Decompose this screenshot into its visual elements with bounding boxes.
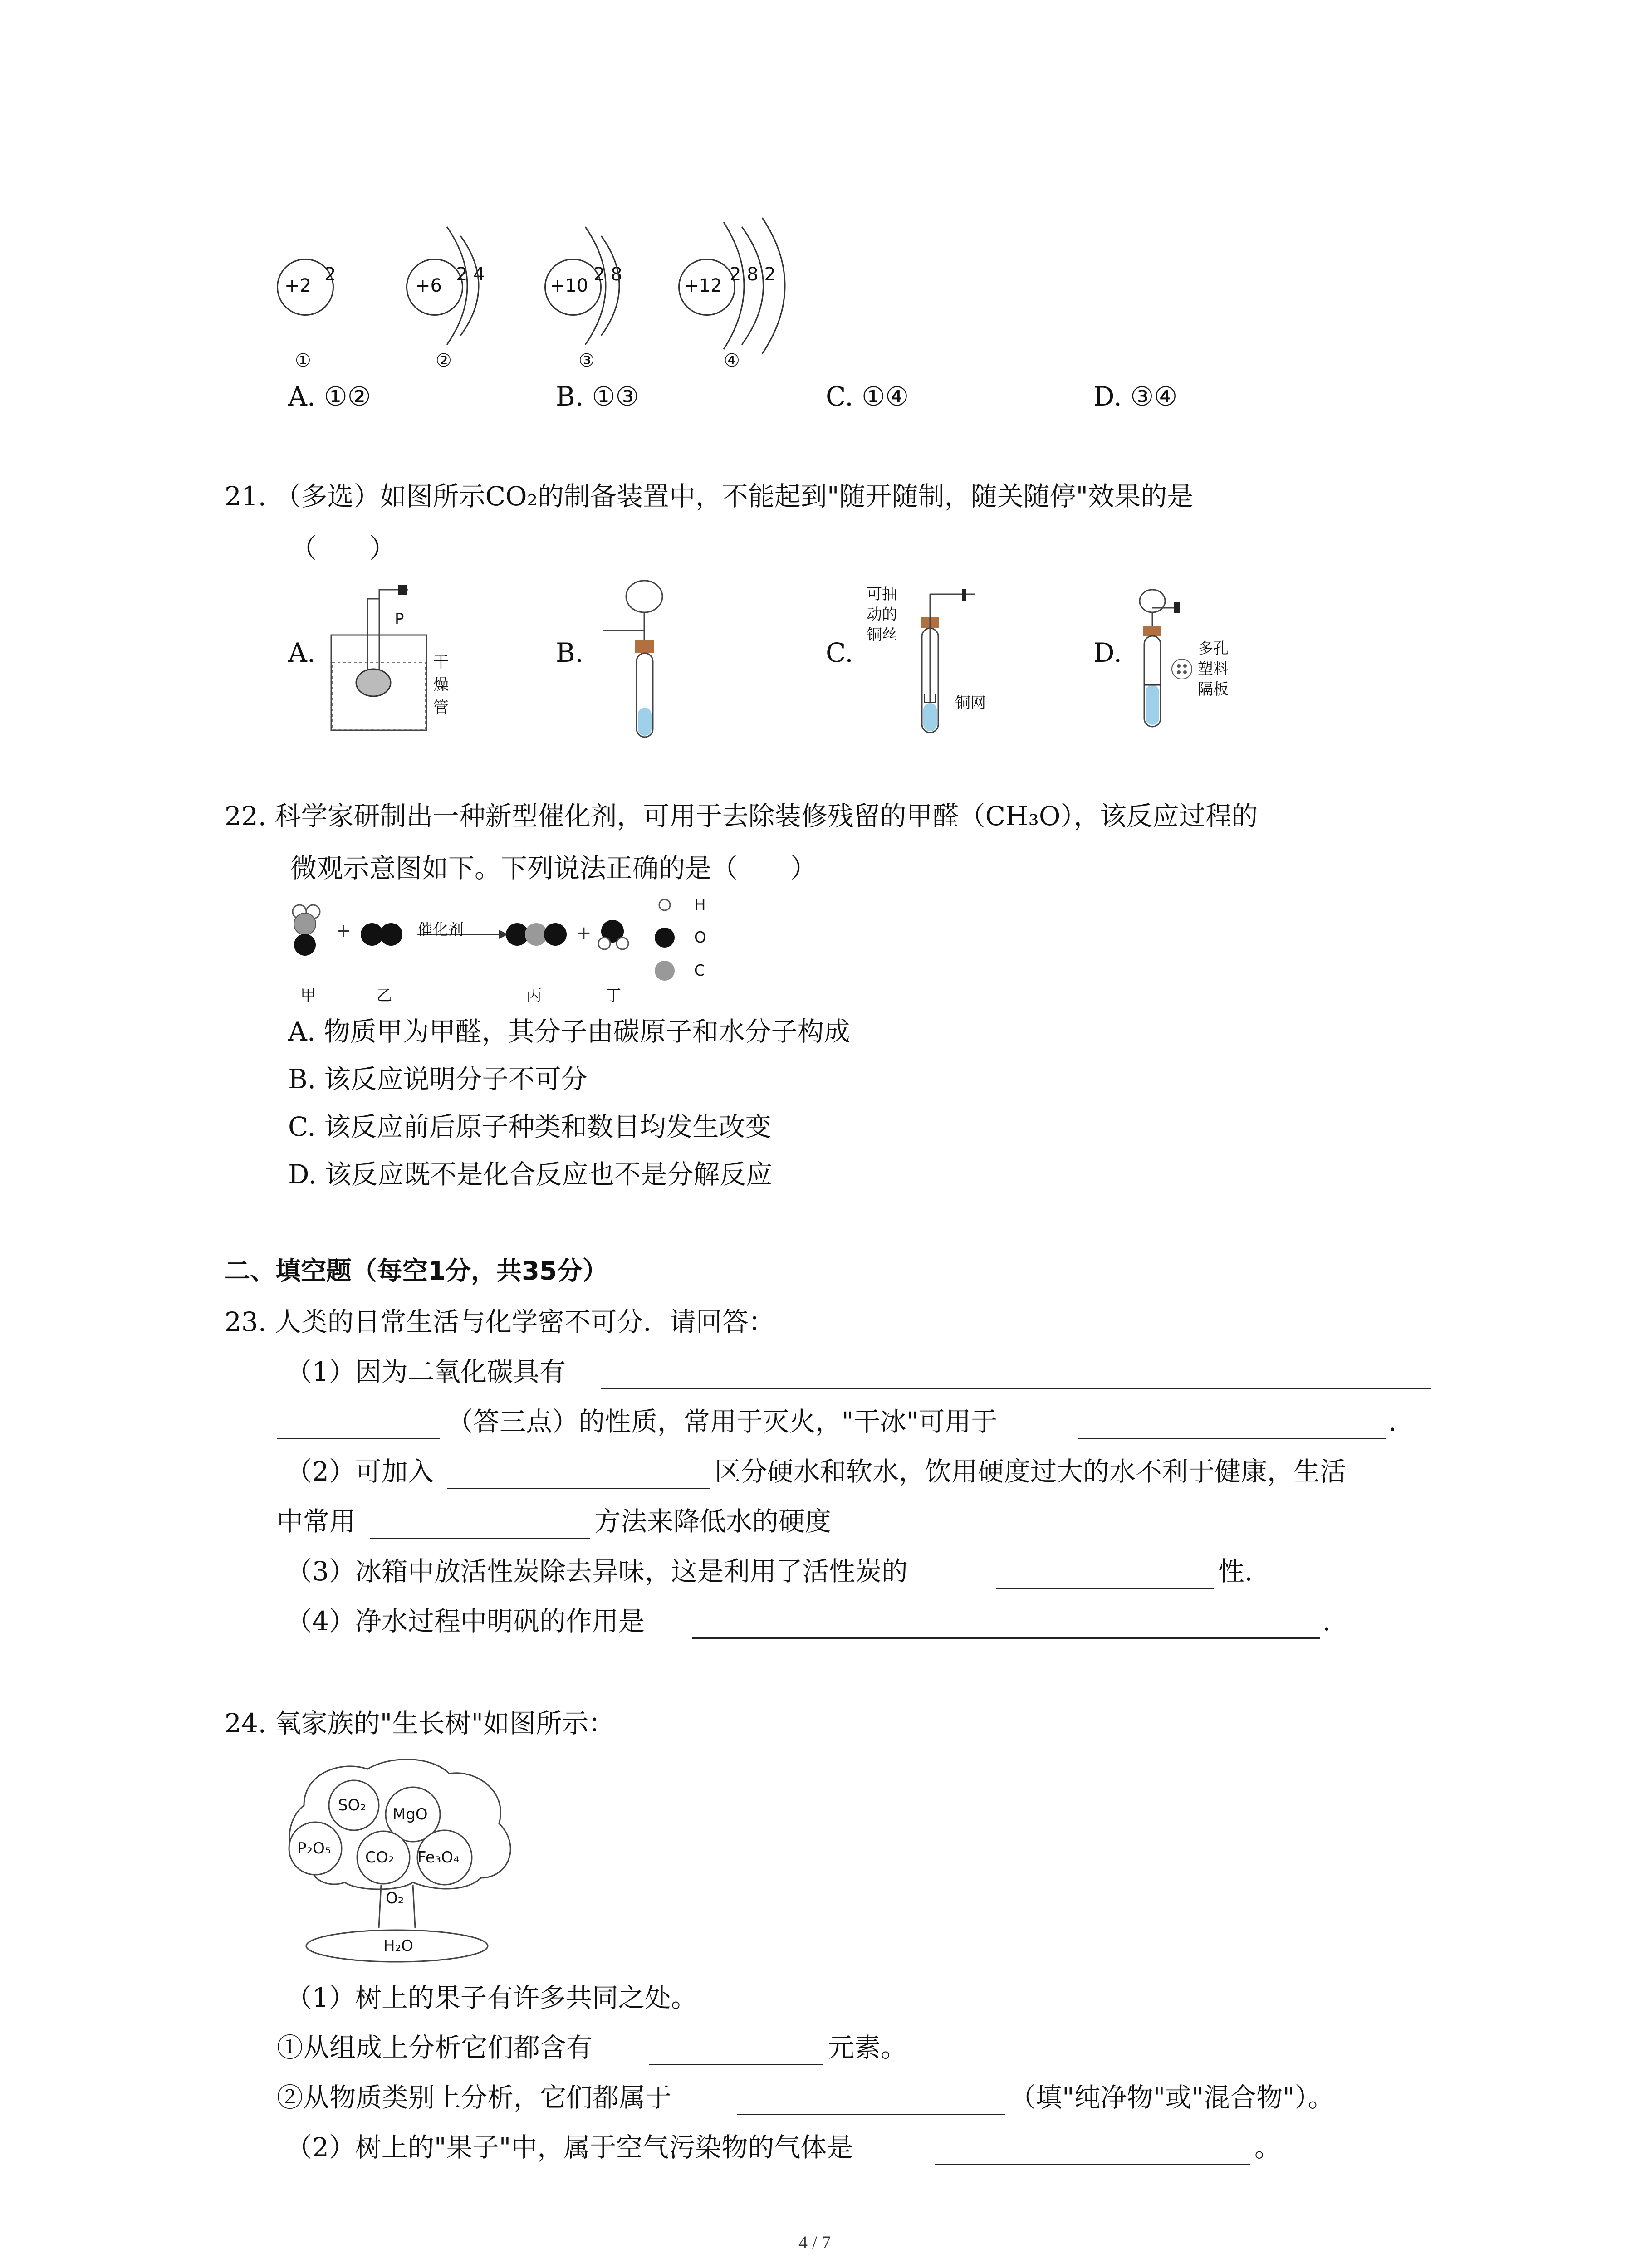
q20-option-d[interactable]: D. ③④ xyxy=(1093,381,1178,412)
fruit-co2: CO₂ xyxy=(365,1848,395,1867)
atom-2-number: ② xyxy=(436,350,452,371)
molecule-name-ding: 丁 xyxy=(606,987,621,1005)
atom-4-shells: 2 8 2 xyxy=(730,264,776,285)
fruit-fe3o4: Fe₃O₄ xyxy=(417,1848,460,1867)
q20-option-c[interactable]: C. ①④ xyxy=(826,381,909,412)
apparatus-c-mesh-label: 铜网 xyxy=(955,694,986,712)
q24-part2-text: （2）树上的"果子"中，属于空气污染物的气体是 xyxy=(286,2132,853,2163)
page-number: 4 / 7 xyxy=(798,2232,831,2253)
atom-4-number: ④ xyxy=(724,350,740,371)
apparatus-c-wire-label-1: 可抽 xyxy=(867,585,897,603)
atom-3-shells: 2 8 xyxy=(593,264,622,285)
legend-o: O xyxy=(694,929,706,947)
atom-3-number: ③ xyxy=(578,350,595,371)
apparatus-a-p-label: P xyxy=(395,610,404,628)
apparatus-c-wire-label-3: 铜丝 xyxy=(867,626,897,644)
atom-2-shells: 2 4 xyxy=(456,264,485,285)
q23-blank-2[interactable] xyxy=(1078,1438,1386,1439)
q20-option-b[interactable]: B. ①③ xyxy=(556,381,639,412)
q23-part1-period: . xyxy=(1388,1406,1397,1437)
q23-part2-text-cont: 区分硬水和软水，饮用硬度过大的水不利于健康，生活 xyxy=(715,1456,1347,1487)
apparatus-d-plate-label-1: 多孔 xyxy=(1198,640,1229,658)
legend-h: H xyxy=(694,896,706,914)
q24-part1-1-text: ①从组成上分析它们都含有 xyxy=(277,2032,593,2063)
q23-part3-text-cont: 性. xyxy=(1218,1556,1253,1587)
apparatus-c-test-tube-copper-mesh xyxy=(907,585,998,739)
q24-part1-1-text-cont: 元素。 xyxy=(828,2032,907,2063)
apparatus-a-tube-label-2: 燥 xyxy=(433,676,449,694)
atom-1-nucleus: +2 xyxy=(284,275,311,296)
q23-part1-text-cont: （答三点）的性质，常用于灭火，"干冰"可用于 xyxy=(447,1406,998,1437)
q24-part1: （1）树上的果子有许多共同之处。 xyxy=(286,1982,697,2013)
atom-1-shells: 2 xyxy=(324,264,336,285)
fruit-so2: SO₂ xyxy=(338,1796,366,1814)
q23-part4-period: . xyxy=(1323,1606,1331,1637)
q24-blank-1[interactable] xyxy=(649,2064,823,2065)
apparatus-a-beaker-drying-tube xyxy=(322,585,440,735)
q24-part2-text-end: 。 xyxy=(1254,2132,1281,2163)
q24-blank-2[interactable] xyxy=(737,2114,1005,2115)
trunk-o2: O₂ xyxy=(386,1889,404,1907)
q22-option-d[interactable]: D. 该反应既不是化合反应也不是分解反应 xyxy=(288,1159,773,1190)
apparatus-c-wire-label-2: 动的 xyxy=(867,606,897,624)
q24-part1-2-text-cont: （填"纯净物"或"混合物"）。 xyxy=(1009,2082,1334,2113)
apparatus-a-tube-label-3: 管 xyxy=(433,699,449,717)
q21-option-a-letter[interactable]: A. xyxy=(288,637,316,668)
atom-4-nucleus: +12 xyxy=(684,275,722,296)
q23-blank-4[interactable] xyxy=(370,1538,590,1539)
q21-option-c-letter[interactable]: C. xyxy=(826,637,853,668)
atom-1-number: ① xyxy=(295,350,311,371)
atom-3-nucleus: +10 xyxy=(550,275,588,296)
q24-blank-3[interactable] xyxy=(935,2164,1250,2165)
legend-c: C xyxy=(694,962,705,980)
q23-stem: 23. 人类的日常生活与化学密不可分．请回答： xyxy=(225,1306,775,1337)
q23-part3-text: （3）冰箱中放活性炭除去异味，这是利用了活性炭的 xyxy=(286,1556,908,1587)
q21-option-b-letter[interactable]: B. xyxy=(556,637,584,668)
apparatus-b-separatory-funnel xyxy=(594,572,694,744)
atom-2-nucleus: +6 xyxy=(415,275,442,296)
q20-option-a[interactable]: A. ①② xyxy=(288,381,371,412)
q21-answer-paren: （ ） xyxy=(290,533,396,564)
molecule-name-yi: 乙 xyxy=(377,987,392,1005)
electron-shell-arcs xyxy=(445,218,513,354)
svg-text:+: + xyxy=(336,920,351,941)
svg-text:+: + xyxy=(576,923,592,943)
q23-blank-1-cont[interactable] xyxy=(277,1438,440,1439)
q23-blank-6[interactable] xyxy=(692,1637,1320,1639)
q23-part2-line2-cont: 方法来降低水的硬度 xyxy=(594,1506,832,1537)
root-h2o: H₂O xyxy=(383,1937,413,1955)
catalyst-label: 催化剂 xyxy=(417,921,464,939)
q23-part4-text: （4）净水过程中明矾的作用是 xyxy=(286,1606,645,1637)
q21-stem: 21. （多选）如图所示CO₂的制备装置中，不能起到"随开随制，随关随停"效果的是 xyxy=(225,481,1194,512)
apparatus-d-plate-label-3: 隔板 xyxy=(1198,680,1229,699)
section-title: 二、填空题（每空1分，共35分） xyxy=(225,1256,608,1286)
fruit-p2o5: P₂O₅ xyxy=(297,1839,331,1857)
apparatus-a-tube-label-1: 干 xyxy=(433,653,449,671)
fruit-mgo: MgO xyxy=(392,1805,428,1823)
electron-shell-arcs xyxy=(721,213,821,358)
q23-part2-line2: 中常用 xyxy=(277,1506,356,1537)
q23-blank-3[interactable] xyxy=(447,1488,710,1489)
apparatus-d-plate-label-2: 塑料 xyxy=(1198,660,1229,678)
q21-option-d-letter[interactable]: D. xyxy=(1093,637,1122,668)
q22-option-c[interactable]: C. 该反应前后原子种类和数目均发生改变 xyxy=(288,1111,772,1142)
molecule-name-bing: 丙 xyxy=(526,987,542,1005)
molecule-name-jia: 甲 xyxy=(300,987,316,1005)
q24-stem: 24. 氧家族的"生长树"如图所示： xyxy=(225,1708,615,1739)
q23-part2-text: （2）可加入 xyxy=(286,1456,434,1487)
q22-option-a[interactable]: A. 物质甲为甲醛，其分子由碳原子和水分子构成 xyxy=(288,1016,850,1047)
q22-stem: 22. 科学家研制出一种新型催化剂，可用于去除装修残留的甲醛（CH₃O），该反应过程的 xyxy=(225,801,1258,831)
q23-blank-1[interactable] xyxy=(601,1388,1431,1389)
q24-part1-2-text: ②从物质类别上分析，它们都属于 xyxy=(277,2082,672,2113)
electron-shell-arcs xyxy=(583,218,651,354)
q22-stem-cont: 微观示意图如下。下列说法正确的是（ ） xyxy=(290,853,817,884)
q23-part1-text: （1）因为二氧化碳具有 xyxy=(286,1356,566,1387)
q23-blank-5[interactable] xyxy=(996,1588,1214,1589)
q22-option-b[interactable]: B. 该反应说明分子不可分 xyxy=(288,1064,588,1095)
